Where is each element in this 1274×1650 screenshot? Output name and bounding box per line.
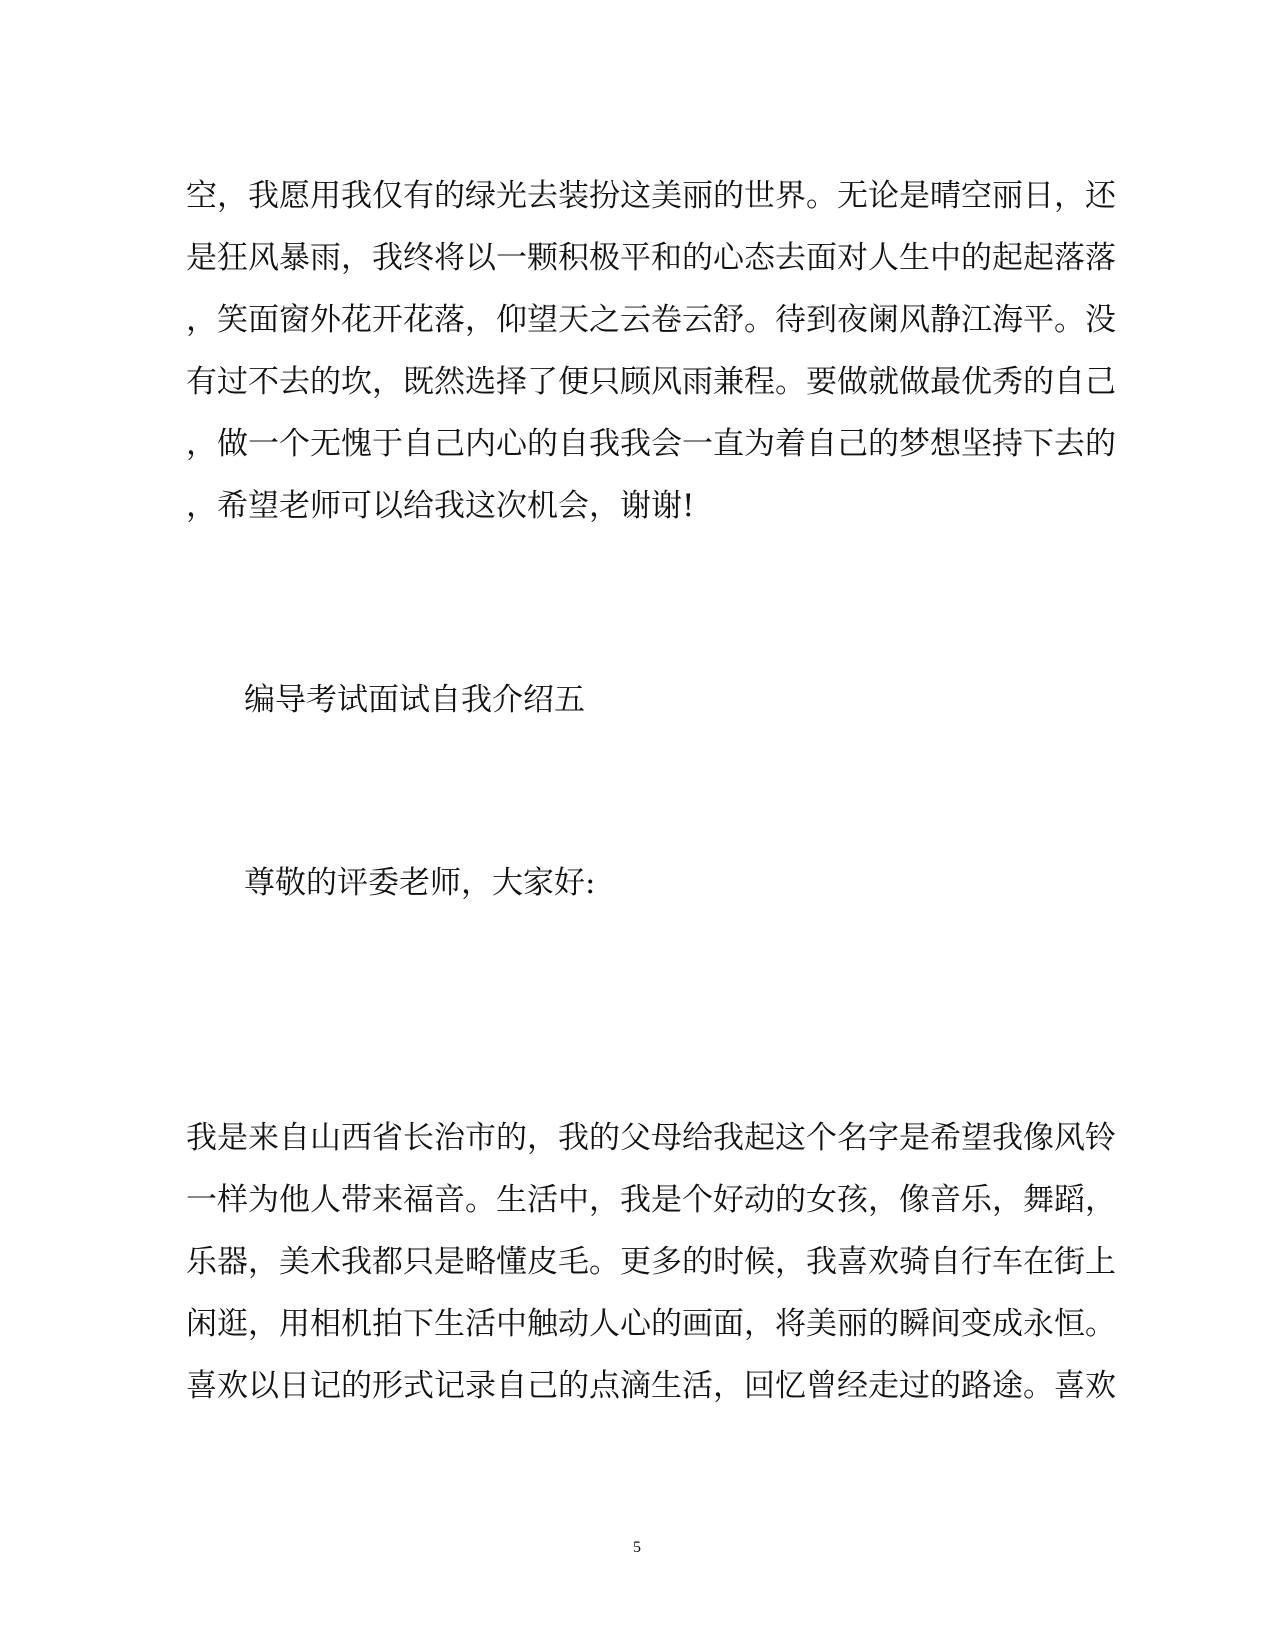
page-number: 5 bbox=[633, 1539, 641, 1556]
paragraph-2-line-1: 我是来自山西省长治市的，我的父母给我起这个名字是希望我像风铃 bbox=[186, 1120, 1116, 1156]
paragraph-1-line-2: 是狂风暴雨，我终将以一颗积极平和的心态去面对人生中的起起落落 bbox=[186, 240, 1116, 276]
paragraph-2-line-2: 一样为他人带来福音。生活中，我是个好动的女孩，像音乐，舞蹈， bbox=[186, 1182, 1116, 1218]
greeting: 尊敬的评委老师，大家好: bbox=[244, 865, 596, 901]
paragraph-1-line-4: 有过不去的坎，既然选择了便只顾风雨兼程。要做就做最优秀的自己 bbox=[186, 364, 1116, 400]
paragraph-1-line-6: ，希望老师可以给我这次机会，谢谢! bbox=[186, 488, 695, 524]
paragraph-1-line-1: 空，我愿用我仅有的绿光去装扮这美丽的世界。无论是晴空丽日，还 bbox=[186, 178, 1116, 214]
section-title: 编导考试面试自我介绍五 bbox=[244, 682, 585, 718]
paragraph-2-line-5: 喜欢以日记的形式记录自己的点滴生活，回忆曾经走过的路途。喜欢 bbox=[186, 1368, 1116, 1404]
paragraph-1-line-3: ，笑面窗外花开花落，仰望天之云卷云舒。待到夜阑风静江海平。没 bbox=[186, 302, 1116, 338]
paragraph-1-line-5: ，做一个无愧于自己内心的自我我会一直为着自己的梦想坚持下去的 bbox=[186, 426, 1116, 462]
paragraph-2-line-3: 乐器，美术我都只是略懂皮毛。更多的时候，我喜欢骑自行车在街上 bbox=[186, 1244, 1116, 1280]
paragraph-2-line-4: 闲逛，用相机拍下生活中触动人心的画面，将美丽的瞬间变成永恒。 bbox=[186, 1306, 1116, 1342]
